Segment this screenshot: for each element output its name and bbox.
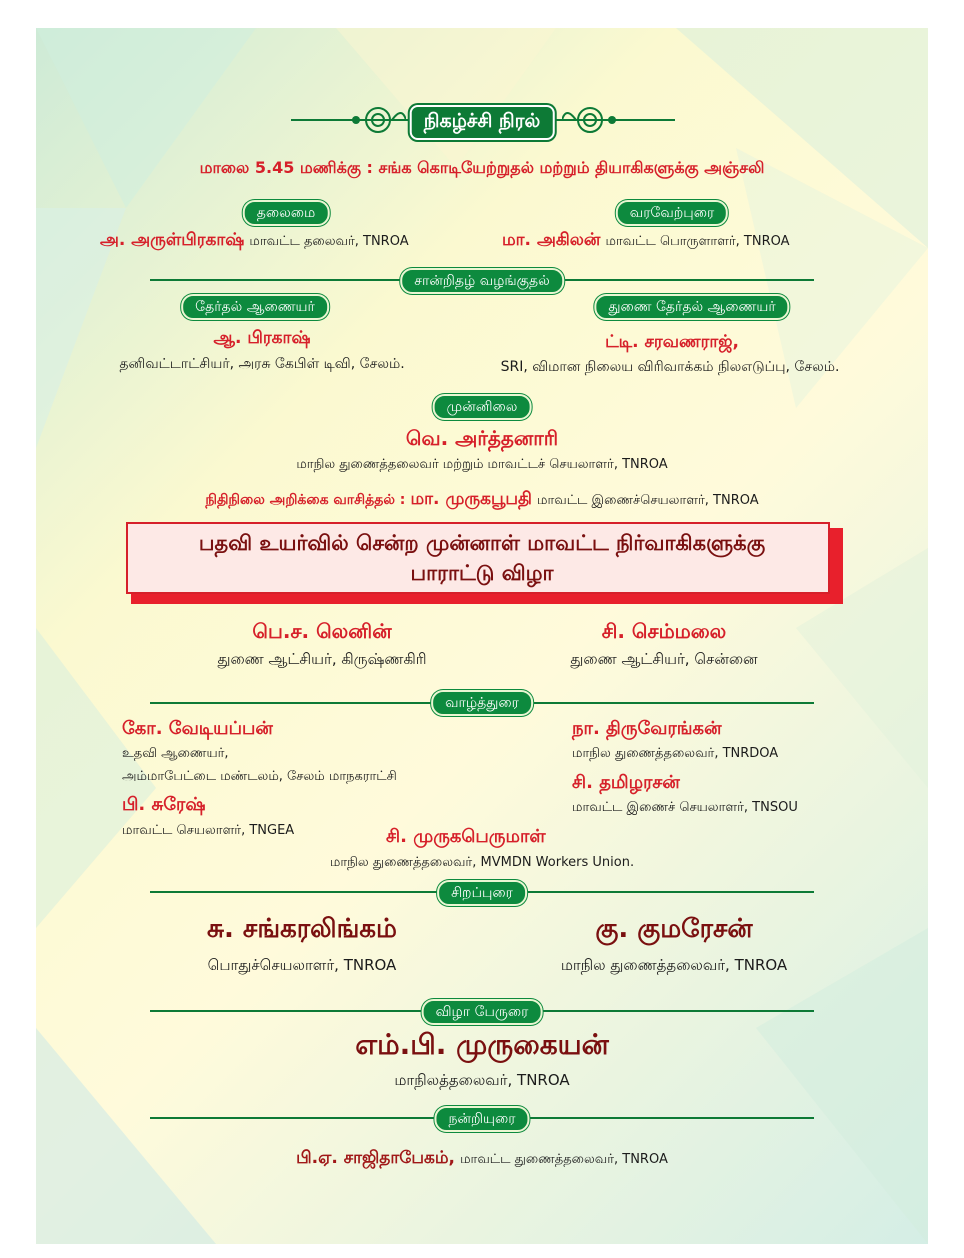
- honoree-name-1: பெ.ச. லெனின்: [252, 619, 392, 643]
- keynote-name: எம்.பி. முருகையன்: [355, 1028, 609, 1061]
- presence-label: முன்னிலை: [433, 394, 532, 420]
- invitation-card: [36, 28, 928, 1244]
- thanks-role: மாவட்ட துணைத்தலைவர், TNROA: [460, 1152, 668, 1167]
- greeting-center-role: மாநில துணைத்தலைவர், MVMDN Workers Union.: [329, 855, 635, 870]
- thanks-name: பி.ஏ. சாஜிதாபேகம்,: [296, 1148, 455, 1168]
- opening-line: மாலை 5.45 மணிக்கு : சங்க கொடியேற்றுதல் மற்றும் தியாகிகளுக்கு அஞ்சலி: [199, 158, 765, 177]
- special-role-1: பொதுச்செயலாளர், TNROA: [207, 956, 397, 974]
- honoree-name-2: சி. செம்மலை: [601, 619, 727, 643]
- election-officer-label: தேர்தல் ஆணையர்: [181, 294, 329, 320]
- greeting-left-role-2: மாவட்ட செயலாளர், TNGEA: [122, 823, 295, 838]
- certificate-label: சான்றிதழ் வழங்குதல்: [400, 268, 564, 294]
- greeting-left-name-1: கோ. வேடியப்பன்: [122, 718, 273, 739]
- presidency-entry: [100, 230, 409, 252]
- welcome-label: வரவேற்புரை: [616, 200, 728, 226]
- honoree-role-2: துணை ஆட்சியர், சென்னை: [570, 650, 758, 668]
- greeting-left-role-1b: அம்மாபேட்டை மண்டலம், சேலம் மாநகராட்சி: [122, 769, 397, 784]
- greetings-label: வாழ்த்துரை: [431, 690, 533, 716]
- presence-name: வெ. அர்த்தனாரி: [405, 426, 559, 450]
- presidency-name: அ. அருள்பிரகாஷ்: [100, 230, 245, 250]
- program-title: நிகழ்ச்சி நிரல்: [410, 105, 555, 140]
- banner-line2: பாராட்டு விழா: [410, 561, 554, 585]
- finance-prefix: நிதிநிலை அறிக்கை வாசித்தல் :: [205, 492, 406, 508]
- greeting-right-name-1: நா. திருவேரங்கன்: [572, 718, 722, 739]
- banner-line1: பதவி உயர்வில் சென்ற முன்னாள் மாவட்ட நிர்வாகிகளுக்கு: [198, 531, 766, 555]
- greeting-center-name: சி. முருகபெருமாள்: [386, 826, 546, 847]
- deputy-election-officer-name: ட்டி. சரவணராஜ்,: [605, 332, 739, 352]
- presidency-role: மாவட்ட தலைவர், TNROA: [249, 234, 409, 249]
- finance-entry: [205, 489, 758, 511]
- greeting-right-name-2: சி. தமிழரசன்: [572, 772, 680, 793]
- thanks-entry: [296, 1148, 668, 1170]
- deputy-election-officer-role: SRI, விமான நிலைய விரிவாக்கம் நிலஎடுப்பு, சேலம்.: [500, 359, 840, 375]
- special-label: சிறப்புரை: [437, 880, 527, 906]
- finance-role: மாவட்ட இணைச்செயலாளர், TNROA: [537, 493, 759, 508]
- welcome-entry: [502, 230, 790, 252]
- right-scroll-ornament: [562, 100, 652, 140]
- deputy-election-officer-label: துணை தேர்தல் ஆணையர்: [594, 294, 789, 320]
- welcome-name: மா. அகிலன்: [502, 230, 601, 250]
- left-scroll-ornament: [316, 100, 406, 140]
- thanks-label: நன்றியுரை: [434, 1106, 529, 1132]
- keynote-label: விழா பேருரை: [422, 999, 543, 1025]
- welcome-role: மாவட்ட பொருளாளர், TNROA: [605, 234, 790, 249]
- greeting-left-role-1a: உதவி ஆணையர்,: [122, 746, 229, 761]
- special-role-2: மாநில துணைத்தலைவர், TNROA: [560, 956, 788, 974]
- election-officer-name: ஆ. பிரகாஷ்: [213, 328, 311, 348]
- greeting-right-role-1: மாநில துணைத்தலைவர், TNRDOA: [572, 746, 779, 761]
- election-officer-role: தனிவட்டாட்சியர், அரசு கேபிள் டிவி, சேலம்.: [119, 356, 405, 372]
- presence-role: மாநில துணைத்தலைவர் மற்றும் மாவட்டச் செயலாளர், TNROA: [296, 457, 668, 472]
- finance-name: மா. முருகபூபதி: [410, 489, 532, 509]
- greeting-left-name-2: பி. சுரேஷ்: [122, 794, 206, 815]
- special-name-2: கு. குமரேசன்: [595, 914, 753, 944]
- keynote-role: மாநிலத்தலைவர், TNROA: [394, 1071, 570, 1089]
- honoree-role-1: துணை ஆட்சியர், கிருஷ்ணகிரி: [217, 650, 427, 668]
- greeting-right-role-2: மாவட்ட இணைச் செயலாளர், TNSOU: [572, 800, 798, 815]
- special-name-1: சு. சங்கரலிங்கம்: [207, 914, 397, 944]
- presidency-label: தலைமை: [243, 200, 330, 226]
